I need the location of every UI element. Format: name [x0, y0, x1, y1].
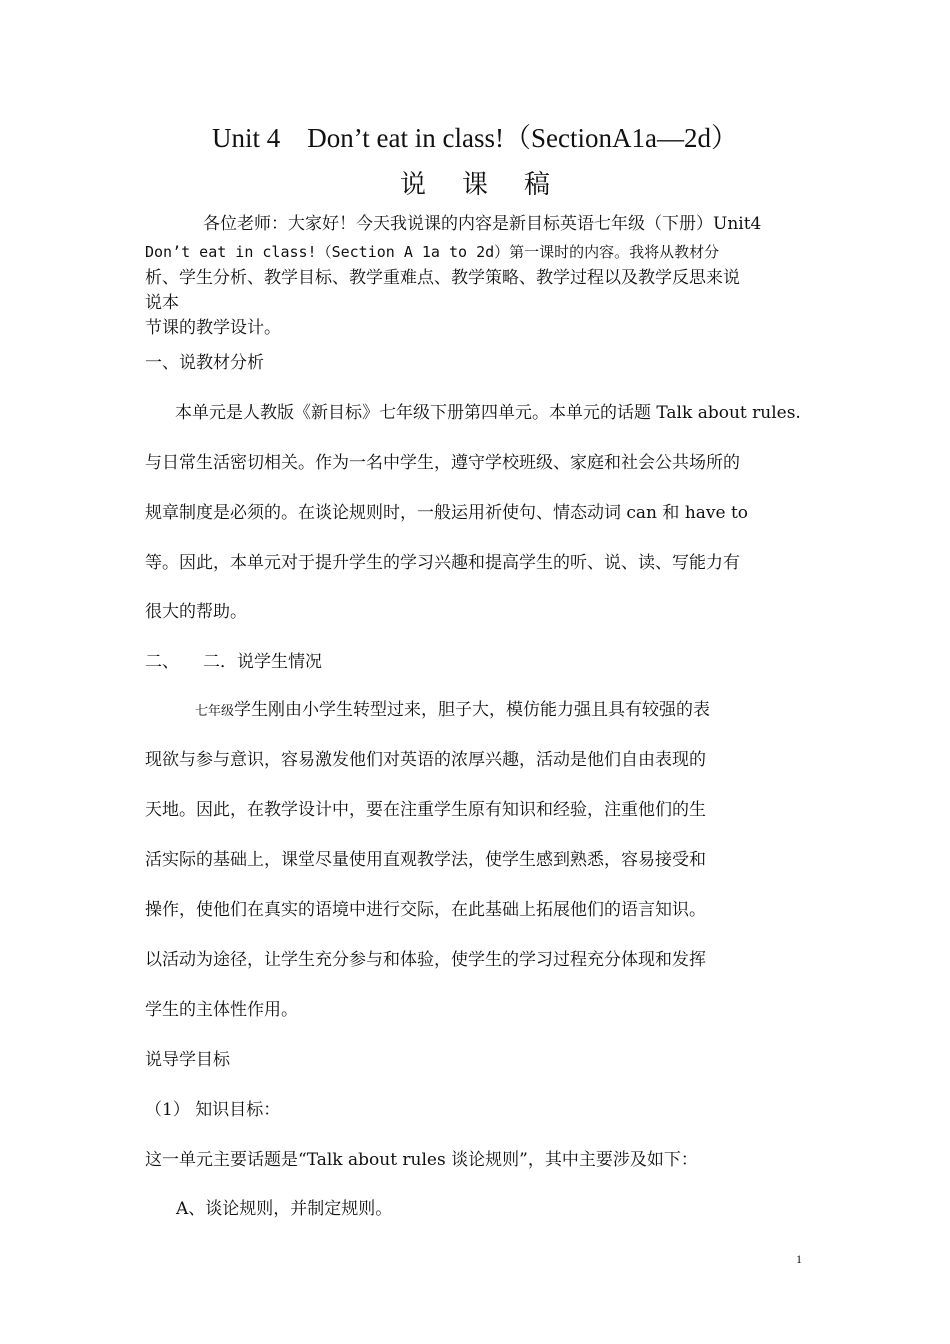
- section-1-heading: 一、说教材分析: [145, 353, 264, 373]
- section-1-line: 本单元是人教版《新目标》七年级下册第四单元。本单元的话题 Talk about rules.: [175, 403, 801, 423]
- section-3-line: 这一单元主要话题是“Talk about rules 谈论规则”，其中主要涉及如下：: [145, 1150, 698, 1170]
- section-1-line: 等。因此，本单元对于提升学生的学习兴趣和提高学生的听、说、读、写能力有: [145, 553, 740, 573]
- section-1-line: 规章制度是必须的。在谈论规则时，一般运用祈使句、情态动词 can 和 have to: [145, 503, 749, 523]
- document-title: Unit 4 Don’t eat in class!（SectionA1a—2d）: [212, 123, 738, 153]
- section-2-line: 操作，使他们在真实的语境中进行交际，在此基础上拓展他们的语言知识。: [145, 900, 706, 920]
- section-3-heading: 说导学目标: [145, 1050, 230, 1070]
- intro-line-1: 各位老师：大家好！今天我说课的内容是新目标英语七年级（下册）Unit4: [203, 214, 762, 234]
- intro-line-4: 说本: [145, 293, 179, 313]
- section-2-line: 以活动为途径，让学生充分参与和体验，使学生的学习过程充分体现和发挥: [145, 950, 706, 970]
- section-2-line: 现欲与参与意识，容易激发他们对英语的浓厚兴趣，活动是他们自由表现的: [145, 750, 706, 770]
- section-2-first-rest: 学生刚由小学生转型过来，胆子大，模仿能力强且具有较强的表: [234, 700, 711, 720]
- intro-line-2: Don’t eat in class!（Section A 1a to 2d）第一课时的内容。我将从教材分: [145, 243, 720, 261]
- document-subtitle: 说课稿: [399, 170, 586, 200]
- section-3-subheading: （1） 知识目标：: [145, 1100, 281, 1120]
- section-2-line: 学生的主体性作用。: [145, 1000, 298, 1020]
- intro-line-3: 析、学生分析、教学目标、教学重难点、教学策略、教学过程以及教学反思来说: [145, 268, 740, 288]
- page-number: 1: [796, 1252, 802, 1266]
- section-2-heading-prefix: 二、: [145, 652, 179, 672]
- section-2-heading: 二．说学生情况: [203, 652, 322, 672]
- section-2-first-prefix: 七年级: [195, 704, 235, 719]
- intro-line-5: 节课的教学设计。: [145, 318, 281, 338]
- section-1-line: 很大的帮助。: [145, 602, 247, 622]
- section-2-line: 天地。因此，在教学设计中，要在注重学生原有知识和经验，注重他们的生: [145, 800, 706, 820]
- section-3-item-a: A、谈论规则，并制定规则。: [176, 1199, 393, 1219]
- section-1-line: 与日常生活密切相关。作为一名中学生，遵守学校班级、家庭和社会公共场所的: [145, 453, 740, 473]
- section-2-line: 活实际的基础上，课堂尽量使用直观教学法，使学生感到熟悉，容易接受和: [145, 850, 706, 870]
- section-2-first-line: [195, 700, 710, 722]
